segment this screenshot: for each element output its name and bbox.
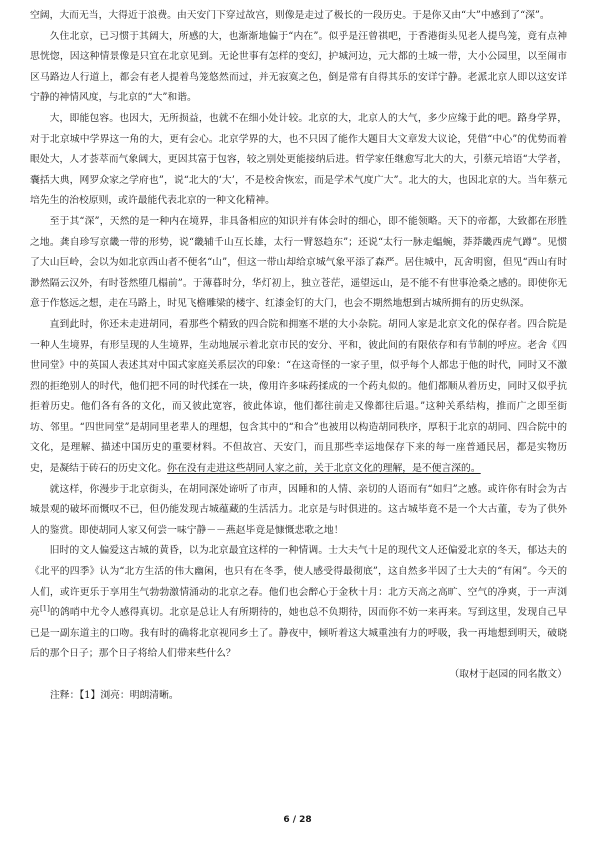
source-attribution: （取材于赵园的同名散文）	[449, 669, 567, 680]
footnote-marker: 【1】	[79, 689, 101, 701]
document-body	[30, 6, 567, 706]
underlined-sentence: 你在没有走进这些胡同人家之前，关于北京文化的理解，是不便言深的。	[167, 463, 481, 475]
footnote-text: 浏亮：明朗清晰。	[100, 689, 179, 701]
footnote-label: 注释：	[50, 689, 80, 701]
paragraph-6-text-b: 的鸽哨中尤令人感得真切。北京是总让人有所期待的，她也总不负期待，因而你不妨一来再来。写到这里，发现自己早已是一副东道主的口吻。我有时的确将北京视同乡土了。静夜中，倾听着这大城重浊有力的呼吸，我一再地想到明天，破晓后的那个日子；那个日子将给人们带来些什么？	[30, 607, 568, 660]
paragraph-6-text-a: 旧时的文人偏爱这古城的黄昏，以为北京最宜这样的一种情调。士大夫气十足的现代文人还偏爱北京的冬天，郁达夫的《北平的四季》认为“北方生活的伟大幽闲，也只有在冬季，使人感受得最彻底”，这自然多半因了士大夫的“有闲”。今天的人们，或许更乐于享用生气勃勃激情涌动的北京之春。他们也会醉心于金秋十月：北方天高之高旷、空气的净爽，于一声浏亮	[30, 545, 567, 619]
paragraph-1: 久住北京，已习惯于其阔大，所感的大，也渐渐地偏于“内在”。似乎是汪曾祺吧，于香港街头见老人提鸟笼，竟有点神思恍惚，因这种情景像是只宜在北京见到。无论世事有怎样的变幻，护城河边，元大都的土城一带，大小公园里，以至闹市区马路边人行道上，都会有老人提着鸟笼悠然而过，并无寂寞之色，倒是常有自得其乐的安详宁静。老派北京人即以这安详宁静的神情风度，与北京的“大”和谐。	[30, 30, 567, 104]
paragraph-5: 就这样，你漫步于北京街头，在胡同深处谛听了市声，因睡和的人情、亲切的人语而有“如归”之感。或许你有时会为古城景观的破坏而慨叹不已，但仍能发现古城蕴藏的生活活力。北京是与时俱进的。这古城毕竟不是一个大古董，专为了供外人的鉴赏。即使胡同人家又何尝一味宁静－－燕赵毕竟是慷慨悲歌之地！	[30, 483, 567, 536]
paragraph-4-text: 直到此时，你还未走进胡同，看那些个精致的四合院和拥塞不堪的大小杂院。胡同人家是北京文化的保存者。四合院是一种人生境界，有形呈现的人生境界，生动地展示着北京市民的安分、平和，彼此间的有限依存和有节制的呼应。老舍《四世同堂》中的英国人表述其对中国式家庭关系层次的印象：“在这奇怪的一家子里，似乎每个人都忠于他的时代，同时又不激烈的拒绝别人的时代，他们把不同的时代揉在一块，像用许多味药揉成的一个药丸似的。他们都顺从着历史，同时又似乎抗拒着历史。他们各有各的文化，而又彼此宽容，彼此体谅，他们都往前走又像都往后退。”这种关系结构，推而广之即至街坊、邻里。“四世同堂”是胡同里老辈人的理想，包含其中的“和合”也被用以构造胡同秩序，厚积于北京的胡同、四合院中的文化，是理解、描述中国历史的重要材料。不但故宫、天安门，而且那些幸运地保存下来的每一座普通民居，都是实物历史，是凝结于砖石的历史文化。	[30, 318, 567, 475]
footnote-reference: [1]	[39, 604, 50, 613]
paragraph-4	[30, 315, 567, 480]
page-number: 6 / 28	[283, 815, 312, 825]
paragraph-0: 空阔，大而无当，大得近于浪费。由天安门下穿过故宫，则像是走过了极长的一段历史。于是你又由“大”中感到了“深”。	[30, 10, 550, 21]
paragraph-6	[30, 541, 567, 665]
paragraph-3: 至于其“深”，天然的是一种内在境界，非具备相应的知识并有体会时的细心，即不能领略。天下的帝都，大致都在形胜之地。龚自珍写京畿一带的形势，说“畿辅千山互长雄，太行一臂怒趋东”；还说“太行一脉走蝹蜿，莽莽畿西虎气蹲”。见惯了大山巨岭，会以为如北京西山者不便名“山”，但这一带山却给京城气象平添了森严。居住城中，瓦舍明窗，但见“西山有时渺然隔云汉外，有时苍然堕几榻前”。于薄暮时分，华灯初上，独立苍茫，遥望远山，是不能不有世事沧桑之感的。即使你无意于作悠远之想，走在马路上，时见飞檐雕梁的楼宇、红漆金钉的大门，也会不期然地想到古城所拥有的历史纵深。	[30, 215, 567, 310]
paragraph-2: 大，即能包容。也因大，无所损益，也就不在细小处计较。北京的大，北京人的大气，多少应缘于此的吧。路身学界，对于北京城中学界这一角的大，更有会心。北京学界的大，也不只因了能作大题目大文章发大议论，凭借“中心”的优势而着眼处大，人才荟萃而气象阔大，更因其富于包容，较之别处更能接纳后进。哲学家任继愈写北大的大，引蔡元培语“大学者，囊括大典，网罗众家之学府也”，说“北大的‘大’，不是校舍恢宏，而是学术气度广大”。北大的大，也因北京的大。当年蔡元培先生的治校原则，或许最能代表北京的一种文化精神。	[30, 112, 567, 207]
footnote	[30, 686, 567, 707]
